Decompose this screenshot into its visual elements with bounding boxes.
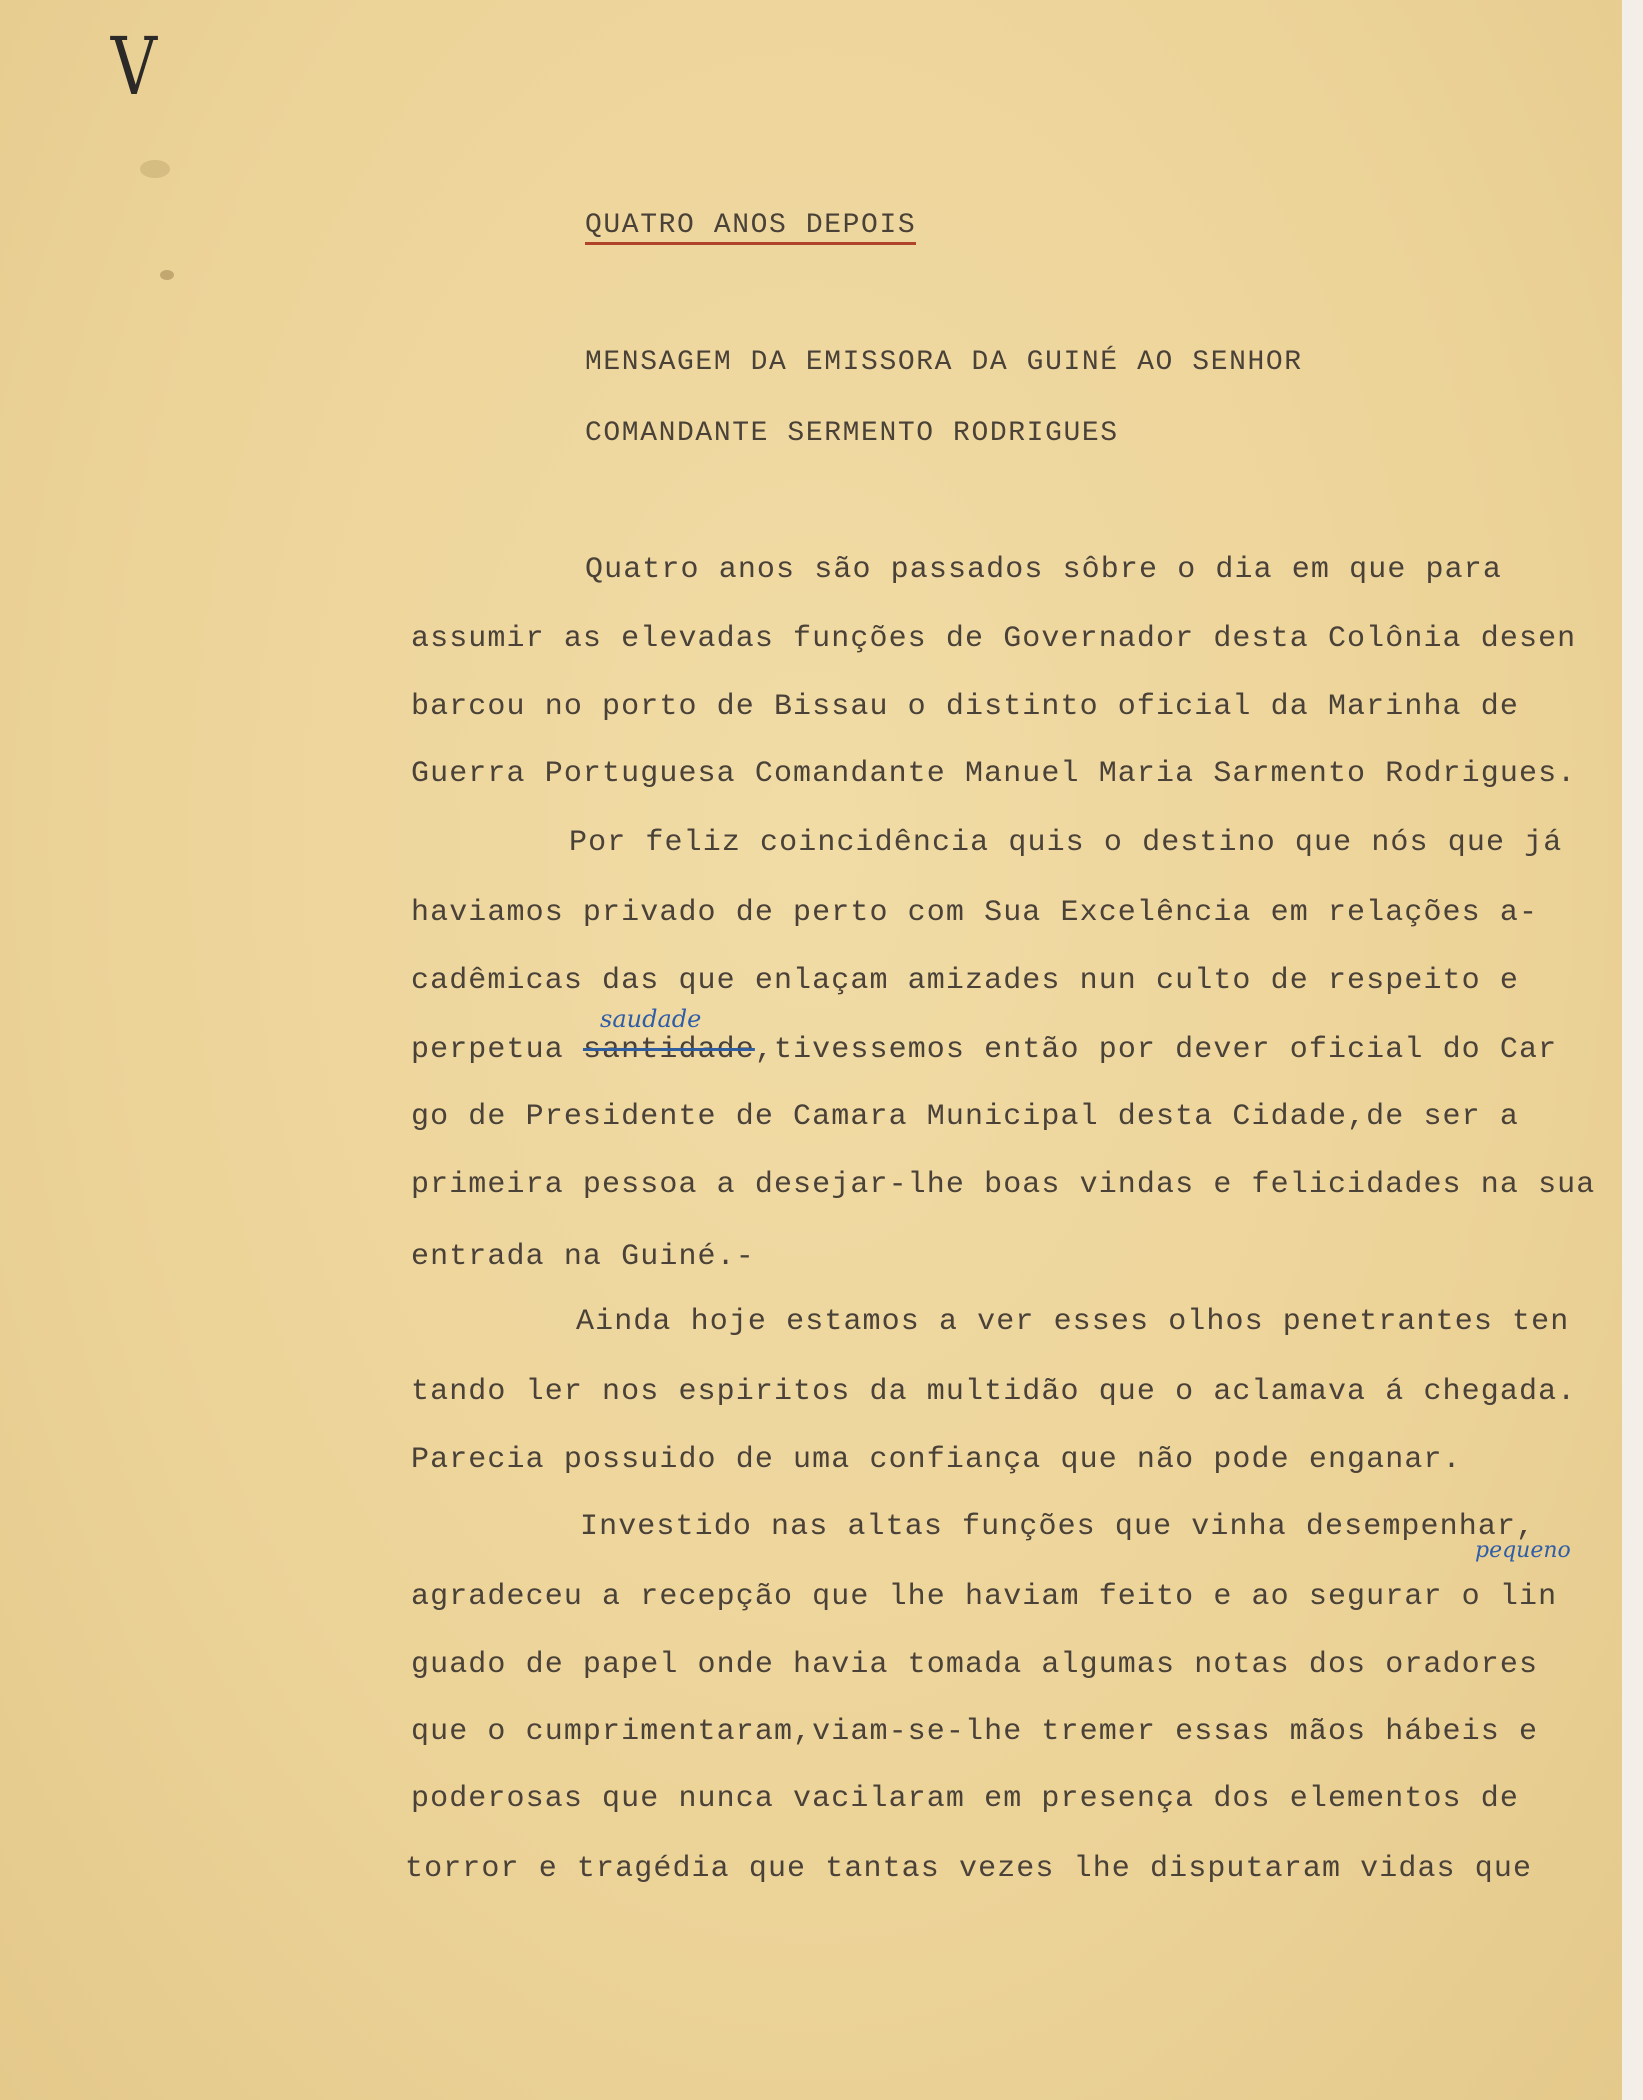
handwritten-correction: pequeno	[1475, 1538, 1571, 1563]
body-line: primeira pessoa a desejar-lhe boas vindas e felicidades na sua	[411, 1168, 1596, 1202]
body-line: Quatro anos são passados sôbre o dia em que para	[585, 553, 1502, 587]
body-line: Investido nas altas funções que vinha desempenhar,	[580, 1510, 1536, 1544]
title-text: QUATRO ANOS DEPOIS	[585, 210, 916, 245]
ink-stain	[140, 160, 170, 178]
subtitle-line: MENSAGEM DA EMISSORA DA GUINÉ AO SENHOR	[585, 347, 1303, 378]
body-line: cadêmicas das que enlaçam amizades nun culto de respeito e	[411, 964, 1519, 998]
body-line: poderosas que nunca vacilaram em presença dos elementos de	[411, 1782, 1519, 1816]
body-line: barcou no porto de Bissau o distinto oficial da Marinha de	[411, 690, 1519, 724]
struck-word: santidade	[582, 1033, 755, 1067]
body-line: guado de papel onde havia tomada algumas notas dos oradores	[411, 1648, 1539, 1682]
corner-check-mark: V	[110, 20, 158, 113]
body-line: torror e tragédia que tantas vezes lhe disputaram vidas que	[405, 1852, 1533, 1886]
body-line: go de Presidente de Camara Municipal desta Cidade,de ser a	[411, 1100, 1519, 1134]
body-line: Por feliz coincidência quis o destino que nós que já	[569, 826, 1563, 860]
body-line: agradeceu a recepção que lhe haviam feito e ao segurar o lin	[411, 1580, 1558, 1614]
body-text: ,tivessemos então por dever oficial do Car	[754, 1033, 1558, 1067]
handwritten-correction: saudade	[600, 1005, 702, 1033]
ink-stain	[160, 270, 174, 280]
body-line: tando ler nos espiritos da multidão que o aclamava á chegada.	[411, 1375, 1577, 1409]
body-line: haviamos privado de perto com Sua Excelência em relações a-	[411, 896, 1539, 930]
document-title	[585, 210, 916, 241]
body-line: que o cumprimentaram,viam-se-lhe tremer essas mãos hábeis e	[411, 1715, 1539, 1749]
body-line: Ainda hoje estamos a ver esses olhos penetrantes ten	[576, 1305, 1570, 1339]
body-line-corrected	[411, 1033, 1557, 1067]
page-edge	[1622, 0, 1643, 2100]
body-line: Parecia possuido de uma confiança que não pode enganar.	[411, 1443, 1462, 1477]
body-text: perpetua	[411, 1033, 583, 1067]
body-line: entrada na Guiné.-	[411, 1240, 755, 1274]
body-line: assumir as elevadas funções de Governador desta Colônia desen	[411, 622, 1577, 656]
subtitle-line: COMANDANTE SERMENTO RODRIGUES	[585, 418, 1119, 449]
body-line: Guerra Portuguesa Comandante Manuel Maria Sarmento Rodrigues.	[411, 757, 1577, 791]
